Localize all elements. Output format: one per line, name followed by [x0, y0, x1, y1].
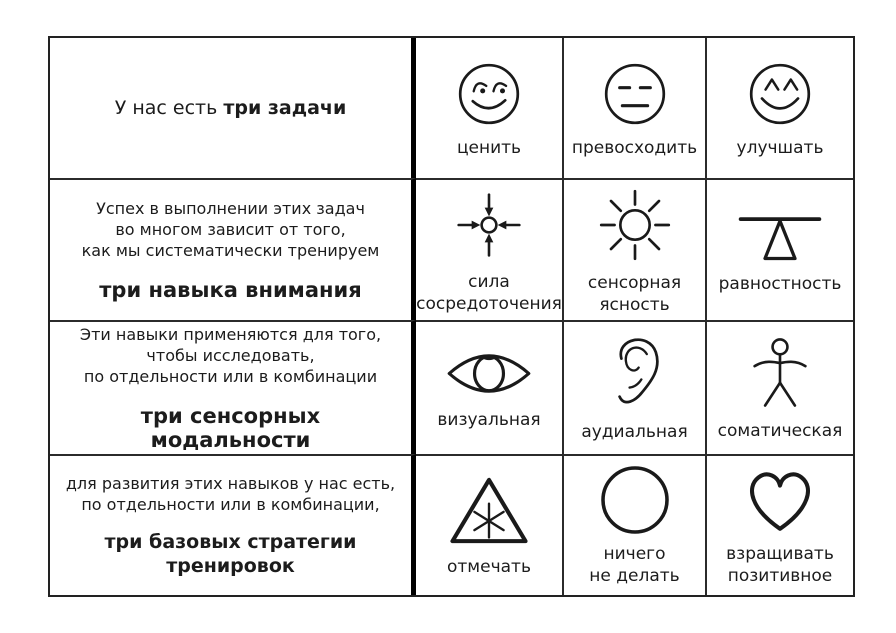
eye-icon [442, 345, 536, 402]
row1-description [50, 38, 416, 178]
triangle-asterisk-icon [447, 473, 531, 549]
three-by-three-training-table [48, 36, 855, 597]
icon-label: не делать [589, 566, 680, 586]
icon-label: взращивать [726, 544, 834, 564]
row2-description [50, 178, 416, 320]
cell-transcend [562, 38, 705, 178]
icon-label: ничего [603, 544, 666, 564]
row3-description [50, 320, 416, 454]
icon-label: аудиальная [581, 421, 688, 442]
converging-arrows-icon [450, 186, 528, 264]
icon-label: сенсорная [587, 272, 682, 293]
icon-label: визуальная [437, 410, 541, 430]
icon-label: сосредоточения [416, 293, 562, 314]
icon-label: соматическая [717, 420, 843, 441]
description-line: как мы систематически тренируем [81, 241, 380, 260]
smiley-happy-icon [744, 58, 816, 130]
sun-icon [595, 185, 675, 265]
icon-label: сила [468, 271, 510, 292]
description-line: Эти навыки применяются для того, [79, 325, 382, 344]
icon-label: отмечать [447, 557, 531, 577]
row3-bold-phrase: три сенсорных модальности [140, 404, 321, 452]
icon-label: улучшать [736, 137, 824, 158]
ear-icon [606, 334, 664, 414]
description-line: Успех в выполнении этих задач [96, 199, 365, 218]
cell-improve [705, 38, 853, 178]
row4-bold-phrase: три базовых стратегии тренировок [104, 531, 357, 577]
description-line: чтобы исследовать, [146, 346, 315, 365]
cell-sensory-clarity [562, 178, 705, 320]
cell-visual [416, 320, 562, 454]
circle-icon [595, 464, 675, 536]
description-line: во многом зависит от того, [115, 220, 346, 239]
description-line: для развития этих навыков у нас есть, [65, 474, 396, 493]
icon-label: ясность [599, 294, 670, 315]
heart-icon [738, 464, 822, 536]
cell-nurture-positive [705, 454, 853, 595]
smiley-neutral-icon [599, 58, 671, 130]
icon-label: позитивное [727, 566, 833, 586]
cell-appreciate [416, 38, 562, 178]
icon-label: ценить [456, 137, 522, 158]
row1-description-text: У нас есть три задачи [114, 96, 347, 119]
icon-label: равностность [718, 273, 842, 294]
cell-equanimity [705, 178, 853, 320]
cell-auditory [562, 320, 705, 454]
cell-note [416, 454, 562, 595]
row4-description [50, 454, 416, 595]
description-line: по отдельности или в комбинации [83, 367, 378, 386]
smiley-appreciate-icon [453, 58, 525, 130]
balance-icon [732, 206, 828, 266]
description-line: по отдельности или в комбинации, [81, 495, 380, 514]
cell-concentration-power [416, 178, 562, 320]
cell-somatic [705, 320, 853, 454]
stick-figure-icon [745, 335, 815, 413]
row2-bold-phrase: три навыка внимания [99, 278, 362, 302]
cell-do-nothing [562, 454, 705, 595]
row1-bold-phrase: три задачи [223, 96, 347, 119]
icon-label: превосходить [571, 137, 698, 158]
